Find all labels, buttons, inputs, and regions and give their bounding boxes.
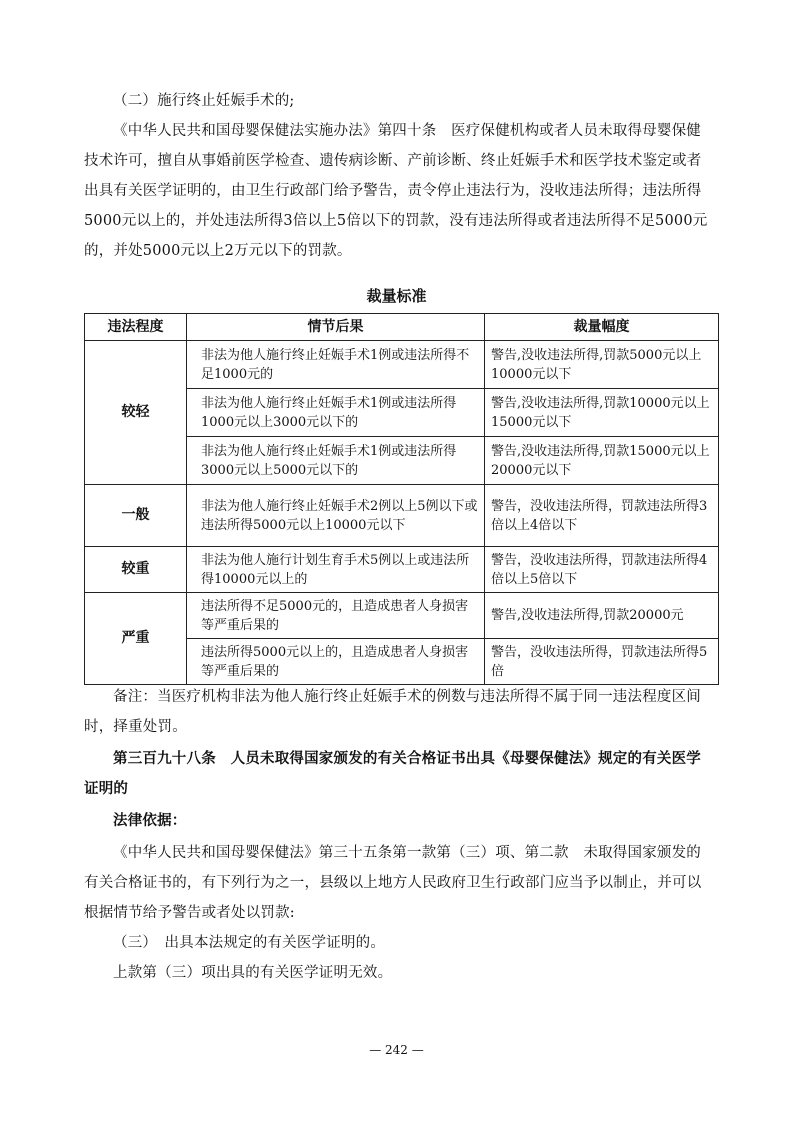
table-row [85, 593, 719, 639]
article-heading: 第三百九十八条 人员未取得国家颁发的有关合格证书出具《母婴保健法》规定的有关医学证明的 [84, 751, 701, 797]
header-severity: 违法程度 [85, 314, 187, 341]
penalty-cell: 警告,没收违法所得,罚款15000元以上20000元以下 [485, 437, 719, 485]
paragraph-implementation-rules-art40: 《中华人民共和国母婴保健法实施办法》第四十条 医疗保健机构或者人员未取得母婴保健技术许可，擅自从事婚前医学检查、遗传病诊断、产前诊断、终止妊娠手术和医学技术鉴定或者出具有关医学证明的，由卫生行政部门给予警告，责令停止违法行为，没收违法所得；违法所得5000元以上的，并处违法所得3倍以上5倍以下的罚款，没有违法所得或者违法所得不足5000元的，并处5000元以上2万元以下的罚款。 [84, 123, 708, 259]
circumstance-cell: 非法为他人施行终止妊娠手术1例或违法所得3000元以上5000元以下的 [187, 437, 485, 485]
penalty-cell: 警告，没收违法所得，罚款违法所得3倍以上4倍以下 [485, 485, 719, 547]
circumstance-cell: 违法所得不足5000元的，且造成患者人身损害等严重后果的 [187, 593, 485, 639]
paragraph-item-2: （二）施行终止妊娠手术的; [113, 93, 295, 109]
severity-cell: 一般 [85, 485, 187, 547]
item-3-text: （三） 出具本法规定的有关医学证明的。 [113, 935, 386, 951]
circumstance-cell: 非法为他人施行终止妊娠手术2例以上5例以下或违法所得5000元以上10000元以下 [187, 485, 485, 547]
legal-basis-text: 《中华人民共和国母婴保健法》第三十五条第一款第（三）项、第二款 未取得国家颁发的有关合格证书的，有下列行为之一，县级以上地方人民政府卫生行政部门应当予以制止，并可以根据情节给予警告或者处以罚款: [84, 845, 702, 921]
penalty-cell: 警告，没收违法所得，罚款违法所得4倍以上5倍以下 [485, 547, 719, 593]
table-header-row [85, 314, 719, 341]
circumstance-cell: 非法为他人施行终止妊娠手术1例或违法所得1000元以上3000元以下的 [187, 389, 485, 437]
circumstance-cell: 非法为他人施行终止妊娠手术1例或违法所得不足1000元的 [187, 341, 485, 389]
penalty-cell: 警告,没收违法所得,罚款20000元 [485, 593, 719, 639]
penalty-cell: 警告，没收违法所得，罚款违法所得5倍 [485, 639, 719, 685]
penalty-cell: 警告,没收违法所得,罚款10000元以上15000元以下 [485, 389, 719, 437]
severity-cell: 较轻 [85, 341, 187, 485]
table-row [85, 341, 719, 389]
header-penalty-range: 裁量幅度 [485, 314, 719, 341]
table-title: 裁量标准 [366, 287, 427, 305]
discretion-standard-table [84, 313, 719, 685]
page-number: — 242 — [369, 1043, 424, 1057]
legal-basis-label: 法律依据： [113, 813, 187, 829]
severity-cell: 较重 [85, 547, 187, 593]
table-note: 备注：当医疗机构非法为他人施行终止妊娠手术的例数与违法所得不属于同一违法程度区间时，择重处罚。 [84, 689, 701, 735]
header-circumstances: 情节后果 [187, 314, 485, 341]
severity-cell: 严重 [85, 593, 187, 685]
circumstance-cell: 非法为他人施行计划生育手术5例以上或违法所得10000元以上的 [187, 547, 485, 593]
table-row [85, 485, 719, 547]
closing-line: 上款第（三）项出具的有关医学证明无效。 [113, 965, 393, 981]
penalty-cell: 警告,没收违法所得,罚款5000元以上10000元以下 [485, 341, 719, 389]
table-row [85, 547, 719, 593]
circumstance-cell: 违法所得5000元以上的，且造成患者人身损害等严重后果的 [187, 639, 485, 685]
